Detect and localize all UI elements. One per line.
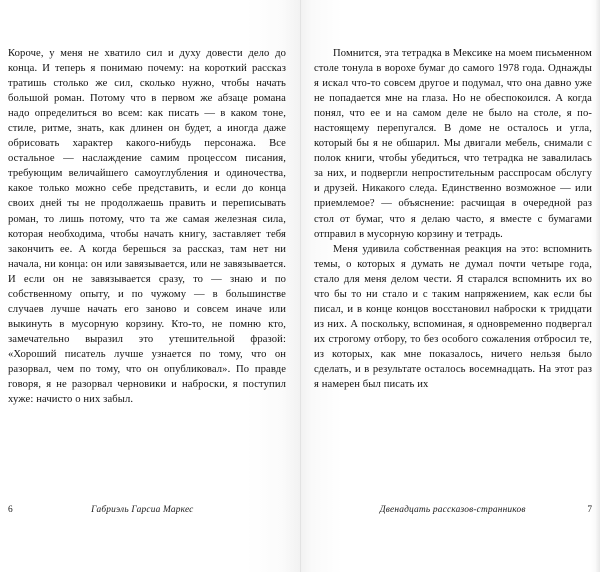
right-page-paragraph-1: Помнится, эта тетрадка в Мексике на моем письменном столе тонула в ворохе бумаг до самого 1978 года. Однажды я искал что-то совсем другое и подумал, что она давно уже не попадается мне на глаза. Но не обеспокоился. А когда понял, что ее и на самом деле не было на столе, я по-настоящему перепугался. В доме не осталось и угла, который бы я не обшарил. Мы двигали мебель, снимали с полок книги, чтобы убедиться, что тетрадка не завалилась за них, и подвергли непростительным расспросам обслугу и друзей. Никакого следа. Единственно возможное — или приемлемое? — объяснение: расчищая в очередной раз стол от бумаг, что я делаю часто, я вместе с бумагами отправил в мусорную корзину и тетрадь. [314, 48, 592, 240]
right-page-folio: 7 [587, 505, 592, 515]
right-page [300, 0, 600, 572]
right-page-footer [314, 503, 592, 517]
left-page-running-head: Габриэль Гарсиа Маркес [91, 505, 194, 515]
right-page-running-head: Двенадцать рассказов-странников [379, 505, 526, 515]
left-page-paragraph-1: Короче, у меня не хватило сил и духу довести дело до конца. И теперь я понимаю почему: на короткий рассказ тратишь столько же сил, сколько нужно, чтобы начать большой роман. Потому что в первом же абзаце романа надо определиться во всем: как писать — в каком тоне, стиле, ритме, знать, как длинен он будет, а иногда даже обрисовать характер какого-нибудь персонажа. Все остальное — наслаждение самим процессом писания, требующим величайшего самоуглубления и одиночества, какое только можно себе представить, и если до конца своих дней ты не продолжаешь править и переписывать роман, то лишь потому, что та же самая железная сила, которая необходима, чтобы начать книгу, заставляет тебя закончить ее. А когда берешься за рассказ, там нет ни начала, ни конца: он или завязывается, или не завязывается. И если он не завязывается сразу, то — знаю и по собственному опыту, и по чужому — в большинстве случаев лучше начать его заново и совсем иначе или выкинуть в мусорную корзину. Кто-то, не помню кто, замечательно выразил это утешительной фразой: «Хороший писатель лучше узнается по тому, что он разорвал, чем по тому, что он опубликовал». По правде говоря, я не разорвал черновики и наброски, я поступил хуже: начисто о них забыл. [8, 48, 286, 406]
left-page-folio: 6 [8, 505, 13, 515]
right-page-paragraph-2: Меня удивила собственная реакция на это: вспомнить темы, о которых я думать не думал почти четыре года, стало для меня делом чести. Я старался вспомнить их во что бы то ни стало и с таким напряжением, как если бы писал, и в конце концов восстановил наброски к тридцати из них. А поскольку, вспоминая, я одновременно подвергал их строгому отбору, то без особого сожаления отбросил те, из которых, как мне показалось, ничего нельзя было сделать, и в результате осталось восемнадцать. На этот раз я намерен был писать их [314, 243, 592, 391]
left-page-footer [8, 503, 286, 517]
